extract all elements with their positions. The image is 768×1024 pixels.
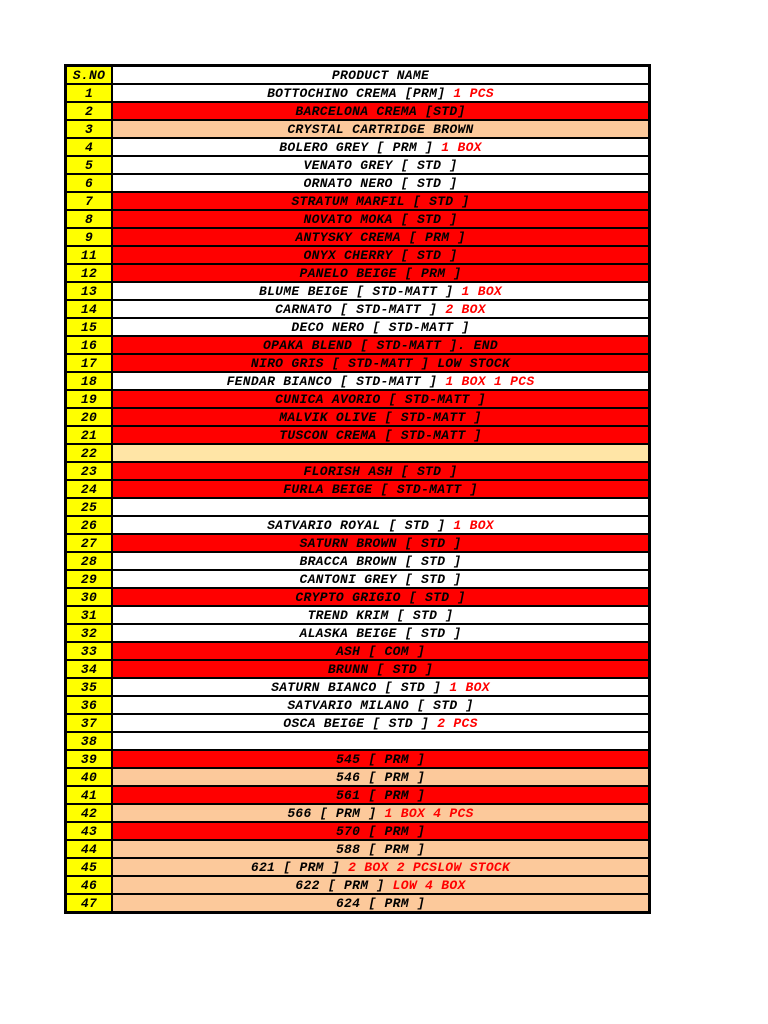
table-row [66, 174, 650, 192]
stock-note: 2 BOX [445, 301, 486, 317]
product-name: BRUNN [ STD ] [327, 661, 434, 677]
table-row [66, 552, 650, 570]
product-name-cell [112, 552, 650, 570]
sno-cell: 11 [66, 246, 113, 264]
table-row [66, 318, 650, 336]
sno-cell: 41 [66, 786, 113, 804]
table-row [66, 192, 650, 210]
product-name-cell [112, 822, 650, 840]
product-name: OPAKA BLEND [ STD-MATT ]. END [263, 337, 498, 353]
product-name-cell [112, 282, 650, 300]
table-row [66, 750, 650, 768]
product-name-cell [112, 660, 650, 678]
product-name-cell [112, 606, 650, 624]
table-row [66, 786, 650, 804]
sno-cell: 25 [66, 498, 113, 516]
sno-cell: 14 [66, 300, 113, 318]
product-name-cell [112, 84, 650, 102]
product-name-cell [112, 120, 650, 138]
product-name-cell [112, 534, 650, 552]
product-name: SATVARIO ROYAL [ STD ] [267, 517, 446, 533]
product-name-cell [112, 804, 650, 822]
table-row [66, 624, 650, 642]
product-name: ORNATO NERO [ STD ] [303, 175, 458, 191]
product-name-cell [112, 174, 650, 192]
sno-cell: 46 [66, 876, 113, 894]
table-row [66, 282, 650, 300]
sno-cell: 29 [66, 570, 113, 588]
table-row [66, 678, 650, 696]
sno-cell: 2 [66, 102, 113, 120]
sno-cell: 13 [66, 282, 113, 300]
product-name: SATURN BROWN [ STD ] [299, 535, 462, 551]
table-row [66, 768, 650, 786]
product-name-cell [112, 390, 650, 408]
sno-cell: 31 [66, 606, 113, 624]
product-name: MALVIK OLIVE [ STD-MATT ] [279, 409, 482, 425]
product-name: CARNATO [ STD-MATT ] [275, 301, 438, 317]
sno-cell: 22 [66, 444, 113, 462]
product-name-cell [112, 786, 650, 804]
product-name-cell [112, 318, 650, 336]
product-name: 624 [ PRM ] [335, 895, 426, 911]
product-name: SATVARIO MILANO [ STD ] [287, 697, 474, 713]
product-name-cell [112, 156, 650, 174]
product-name-cell [112, 750, 650, 768]
stock-note: 1 PCS [453, 85, 494, 101]
table-row [66, 894, 650, 913]
sno-cell: 30 [66, 588, 113, 606]
product-name-cell [112, 372, 650, 390]
sno-cell: 15 [66, 318, 113, 336]
product-name: ANTYSKY CREMA [ PRM ] [295, 229, 466, 245]
product-name: ALASKA BEIGE [ STD ] [299, 625, 462, 641]
product-name-cell [112, 858, 650, 876]
product-name-cell [112, 228, 650, 246]
product-name-cell [112, 426, 650, 444]
product-name-cell [112, 192, 650, 210]
product-name-cell [112, 642, 650, 660]
table-row [66, 588, 650, 606]
table-row [66, 840, 650, 858]
sno-cell: 18 [66, 372, 113, 390]
product-name: BOLERO GREY [ PRM ] [279, 139, 434, 155]
table-row [66, 660, 650, 678]
product-name-cell [112, 498, 650, 516]
stock-note: 1 BOX [453, 517, 494, 533]
sno-cell: 28 [66, 552, 113, 570]
table-body [66, 66, 650, 913]
product-name: 545 [ PRM ] [335, 751, 426, 767]
product-name: TREND KRIM [ STD ] [307, 607, 454, 623]
product-name-cell [112, 588, 650, 606]
product-name-cell [112, 354, 650, 372]
sno-cell: 12 [66, 264, 113, 282]
sno-cell: 26 [66, 516, 113, 534]
sno-header: S.NO [66, 66, 113, 85]
table-row [66, 264, 650, 282]
sno-cell: 5 [66, 156, 113, 174]
table-row [66, 390, 650, 408]
sno-cell: 23 [66, 462, 113, 480]
product-name: 570 [ PRM ] [335, 823, 426, 839]
table-row [66, 246, 650, 264]
table-row [66, 336, 650, 354]
table-row [66, 354, 650, 372]
table-row [66, 210, 650, 228]
product-name: FENDAR BIANCO [ STD-MATT ] [226, 373, 438, 389]
sno-cell: 39 [66, 750, 113, 768]
product-name: OSCA BEIGE [ STD ] [283, 715, 430, 731]
table-row [66, 696, 650, 714]
table-row [66, 876, 650, 894]
table-row [66, 804, 650, 822]
product-name-cell [112, 246, 650, 264]
stock-note: 1 BOX 4 PCS [384, 805, 474, 821]
product-name-cell [112, 732, 650, 750]
product-name: VENATO GREY [ STD ] [303, 157, 458, 173]
product-name-cell [112, 444, 650, 462]
product-name: ASH [ COM ] [335, 643, 426, 659]
sno-cell: 16 [66, 336, 113, 354]
table-row [66, 156, 650, 174]
table-row [66, 570, 650, 588]
table-row [66, 642, 650, 660]
product-name: TUSCON CREMA [ STD-MATT ] [279, 427, 482, 443]
product-name: PANELO BEIGE [ PRM ] [299, 265, 462, 281]
sno-cell: 33 [66, 642, 113, 660]
sno-cell: 32 [66, 624, 113, 642]
product-name-cell [112, 696, 650, 714]
product-name-cell [112, 336, 650, 354]
product-name-cell [112, 840, 650, 858]
sno-cell: 9 [66, 228, 113, 246]
sno-cell: 40 [66, 768, 113, 786]
product-name: ONYX CHERRY [ STD ] [303, 247, 458, 263]
sno-cell: 43 [66, 822, 113, 840]
stock-note: 1 BOX [449, 679, 490, 695]
stock-note: 2 PCS [437, 715, 478, 731]
product-name-cell [112, 264, 650, 282]
product-name: NIRO GRIS [ STD-MATT ] LOW STOCK [250, 355, 511, 371]
product-name: SATURN BIANCO [ STD ] [271, 679, 442, 695]
sno-cell: 42 [66, 804, 113, 822]
sno-cell: 38 [66, 732, 113, 750]
sno-cell: 4 [66, 138, 113, 156]
table-row [66, 138, 650, 156]
sno-cell: 35 [66, 678, 113, 696]
sno-cell: 1 [66, 84, 113, 102]
table-row [66, 498, 650, 516]
sno-cell: 37 [66, 714, 113, 732]
table-row [66, 534, 650, 552]
product-name: CRYSTAL CARTRIDGE BROWN [287, 121, 474, 137]
stock-note: LOW 4 BOX [392, 877, 466, 893]
table-row [66, 462, 650, 480]
product-name: CRYPTO GRIGIO [ STD ] [295, 589, 466, 605]
sno-cell: 20 [66, 408, 113, 426]
sno-cell: 36 [66, 696, 113, 714]
table-row [66, 102, 650, 120]
table-row [66, 84, 650, 102]
stock-note: 2 BOX 2 PCSLOW STOCK [348, 859, 511, 875]
product-name: FURLA BEIGE [ STD-MATT ] [283, 481, 478, 497]
table-row [66, 228, 650, 246]
header-row [66, 66, 650, 85]
sno-cell: 45 [66, 858, 113, 876]
product-name: CANTONI GREY [ STD ] [299, 571, 462, 587]
sno-cell: 34 [66, 660, 113, 678]
product-name-cell [112, 462, 650, 480]
sno-cell: 17 [66, 354, 113, 372]
product-name-cell [112, 138, 650, 156]
sno-cell: 3 [66, 120, 113, 138]
stock-note: 1 BOX [441, 139, 482, 155]
table-row [66, 480, 650, 498]
product-name-cell [112, 714, 650, 732]
table-row [66, 516, 650, 534]
product-name: BLUME BEIGE [ STD-MATT ] [258, 283, 454, 299]
product-name: 588 [ PRM ] [335, 841, 426, 857]
product-name: 621 [ PRM ] [250, 859, 340, 875]
product-name-header: PRODUCT NAME [112, 66, 650, 85]
table-row [66, 822, 650, 840]
product-name: 622 [ PRM ] [295, 877, 385, 893]
stock-note: 1 BOX 1 PCS [445, 373, 535, 389]
product-name-cell [112, 876, 650, 894]
stock-note: 1 BOX [461, 283, 503, 299]
product-name-cell [112, 102, 650, 120]
product-name-cell [112, 300, 650, 318]
table-row [66, 444, 650, 462]
table-row [66, 120, 650, 138]
product-name-cell [112, 768, 650, 786]
product-name-cell [112, 480, 650, 498]
table-row [66, 426, 650, 444]
product-name: CUNICA AVORIO [ STD-MATT ] [275, 391, 486, 407]
product-name-cell [112, 408, 650, 426]
product-name: DECO NERO [ STD-MATT ] [291, 319, 470, 335]
product-name: BARCELONA CREMA [STD] [295, 103, 466, 119]
product-name: 566 [ PRM ] [287, 805, 377, 821]
product-name-cell [112, 624, 650, 642]
sno-cell: 47 [66, 894, 113, 913]
sno-cell: 44 [66, 840, 113, 858]
product-name: 546 [ PRM ] [335, 769, 426, 785]
product-name: FLORISH ASH [ STD ] [303, 463, 458, 479]
product-name-cell [112, 210, 650, 228]
product-name-cell [112, 516, 650, 534]
product-name-cell [112, 570, 650, 588]
table-row [66, 300, 650, 318]
product-stock-table [64, 64, 651, 914]
sno-cell: 8 [66, 210, 113, 228]
table-row [66, 372, 650, 390]
product-name-cell [112, 678, 650, 696]
table-row [66, 408, 650, 426]
table-row [66, 858, 650, 876]
product-name-cell [112, 894, 650, 913]
product-name: STRATUM MARFIL [ STD ] [291, 193, 470, 209]
sno-cell: 27 [66, 534, 113, 552]
sno-cell: 21 [66, 426, 113, 444]
sno-cell: 6 [66, 174, 113, 192]
sno-cell: 7 [66, 192, 113, 210]
product-name: NOVATO MOKA [ STD ] [303, 211, 458, 227]
table-row [66, 714, 650, 732]
sno-cell: 24 [66, 480, 113, 498]
product-name: BOTTOCHINO CREMA [PRM] [267, 85, 446, 101]
table-row [66, 732, 650, 750]
product-name: BRACCA BROWN [ STD ] [299, 553, 462, 569]
table-row [66, 606, 650, 624]
product-name: 561 [ PRM ] [335, 787, 426, 803]
sno-cell: 19 [66, 390, 113, 408]
